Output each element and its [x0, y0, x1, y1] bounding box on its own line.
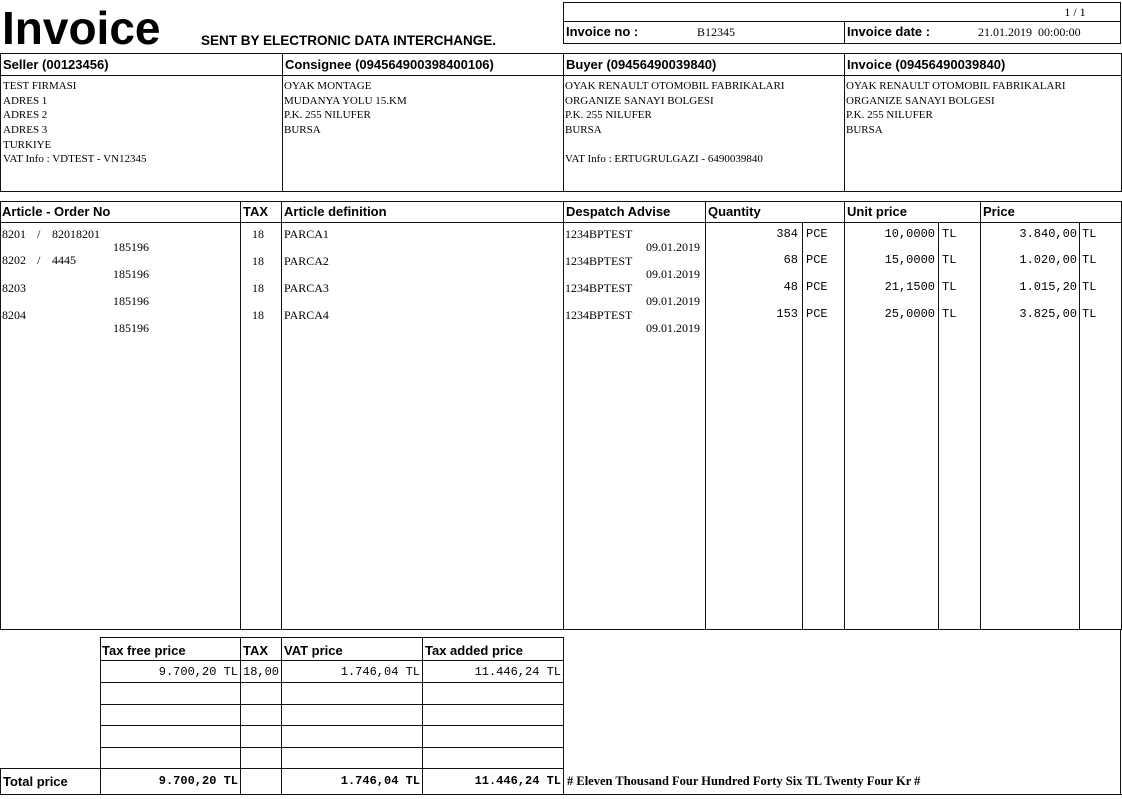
article-code: 8204 — [2, 308, 26, 322]
invoice-party-address — [846, 79, 1066, 138]
total-tax-free: 9.700,20 TL — [158, 774, 238, 788]
table-row — [0, 253, 1122, 279]
summary-right-border — [1120, 629, 1121, 795]
quantity-unit: PCE — [806, 253, 828, 267]
summary-header-tax: TAX — [243, 643, 269, 658]
summary-header-vat: VAT price — [284, 643, 343, 658]
despatch-date: 09.01.2019 — [646, 294, 700, 308]
unit-price: 25,0000 — [884, 307, 935, 321]
col-header-unit-price: Unit price — [847, 204, 907, 219]
total-price-label: Total price — [3, 774, 68, 789]
col-header-article: Article - Order No — [2, 204, 111, 219]
buyer-address — [565, 79, 785, 167]
table-row — [0, 281, 1122, 307]
address-line: P.K. 255 NILUFER — [846, 109, 933, 122]
tax-rate: 18 — [252, 281, 264, 295]
article-code: 8202 — [2, 253, 26, 267]
col-header-definition: Article definition — [284, 204, 387, 219]
quantity: 384 — [776, 227, 798, 241]
despatch-date: 09.01.2019 — [646, 267, 700, 281]
despatch-date: 09.01.2019 — [646, 321, 700, 335]
page-number: 1 / 1 — [1064, 5, 1086, 19]
summary-row-divider — [100, 747, 564, 748]
address-line: VAT Info : VDTEST - VN12345 — [3, 153, 147, 166]
quantity: 68 — [783, 253, 798, 267]
article-definition: PARCA2 — [284, 254, 329, 268]
summary-row-divider — [100, 660, 564, 661]
despatch-advise: 1234BPTEST — [565, 308, 633, 322]
quantity-unit: PCE — [806, 227, 828, 241]
article-code: 8201 — [2, 227, 26, 241]
order-no: 82018201 — [52, 227, 100, 241]
page-number-box — [563, 2, 1121, 22]
address-line: BURSA — [846, 124, 883, 137]
summary-tax-value: 18,00 — [243, 665, 280, 679]
address-line: OYAK RENAULT OTOMOBIL FABRIKALARI — [846, 80, 1066, 92]
summary-row-divider — [100, 682, 564, 683]
invoice-no-label: Invoice no : — [566, 24, 639, 39]
address-line: BURSA — [565, 124, 602, 137]
price: 1.020,00 — [1019, 253, 1077, 267]
quantity-unit: PCE — [806, 280, 828, 294]
amount-in-words: # Eleven Thousand Four Hundred Forty Six TL Twenty Four Kr # — [567, 774, 921, 788]
price-currency: TL — [1082, 253, 1097, 267]
order-no: 4445 — [52, 253, 76, 267]
table-row — [0, 308, 1122, 334]
address-line: ADRES 3 — [3, 124, 48, 137]
table-row — [0, 227, 1122, 253]
tax-rate: 18 — [252, 254, 264, 268]
parties-divider-2 — [563, 53, 564, 192]
unit-price-currency: TL — [942, 227, 957, 241]
seller-heading: Seller (00123456) — [3, 57, 109, 72]
seller-address — [3, 79, 147, 167]
despatch-date: 09.01.2019 — [646, 240, 700, 254]
price: 1.015,20 — [1019, 280, 1077, 294]
summary-header-tax-added: Tax added price — [425, 643, 524, 658]
despatch-advise: 1234BPTEST — [565, 227, 633, 241]
price-currency: TL — [1082, 280, 1097, 294]
article-separator: / — [37, 227, 41, 241]
address-line: TURKIYE — [3, 138, 52, 151]
unit-price: 10,0000 — [884, 227, 935, 241]
consignee-address — [284, 79, 407, 138]
address-line: BURSA — [284, 124, 321, 137]
total-tax-added: 11.446,24 TL — [474, 774, 561, 788]
unit-price-currency: TL — [942, 280, 957, 294]
summary-left-border — [0, 768, 1, 795]
despatch-advise: 1234BPTEST — [565, 281, 633, 295]
edi-subtitle: SENT BY ELECTRONIC DATA INTERCHANGE. — [201, 33, 497, 48]
tax-rate: 18 — [252, 227, 264, 241]
unit-price: 21,1500 — [884, 280, 935, 294]
parties-divider-3 — [844, 53, 845, 192]
summary-tax-added-value: 11.446,24 TL — [474, 665, 561, 679]
address-line: ADRES 2 — [3, 109, 48, 122]
summary-row-divider — [100, 704, 564, 705]
article-definition: PARCA4 — [284, 308, 329, 322]
price-currency: TL — [1082, 227, 1097, 241]
unit-price-currency: TL — [942, 307, 957, 321]
address-line: P.K. 255 NILUFER — [284, 109, 371, 122]
quantity-unit: PCE — [806, 307, 828, 321]
address-line: VAT Info : ERTUGRULGAZI - 6490039840 — [565, 153, 763, 166]
quantity: 153 — [776, 307, 798, 321]
address-line: OYAK RENAULT OTOMOBIL FABRIKALARI — [565, 80, 785, 92]
invoice-no-value: B12345 — [697, 25, 736, 39]
quantity: 48 — [783, 280, 798, 294]
summary-vat-value: 1.746,04 TL — [340, 665, 420, 679]
tax-rate: 18 — [252, 308, 264, 322]
parties-header-divider — [0, 75, 1122, 76]
summary-tax-free-value: 9.700,20 TL — [158, 665, 238, 679]
invoice-date-value: 21.01.2019 00:00:00 — [978, 25, 1081, 39]
bottom-border — [0, 794, 1122, 795]
summary-header-tax-free: Tax free price — [102, 643, 186, 658]
article-definition: PARCA3 — [284, 281, 329, 295]
despatch-advise: 1234BPTEST — [565, 254, 633, 268]
price: 3.825,00 — [1019, 307, 1077, 321]
consignee-heading: Consignee (09456490039840010​6) — [285, 57, 494, 72]
buyer-heading: Buyer (09456490039840) — [566, 57, 717, 72]
invoice-party-heading: Invoice (09456490039840) — [847, 57, 1006, 72]
article-code: 8203 — [2, 281, 26, 295]
address-line: MUDANYA YOLU 15.KM — [284, 94, 407, 107]
col-header-despatch: Despatch Advise — [566, 204, 671, 219]
items-header-divider — [0, 222, 1122, 223]
parties-divider-1 — [282, 53, 283, 192]
invoice-date-label: Invoice date : — [847, 24, 931, 39]
col-header-price: Price — [983, 204, 1015, 219]
col-header-quantity: Quantity — [708, 204, 761, 219]
address-line: OYAK MONTAGE — [284, 80, 372, 92]
total-row-divider — [0, 768, 564, 769]
address-line — [565, 138, 785, 153]
price: 3.840,00 — [1019, 227, 1077, 241]
col-header-tax: TAX — [243, 204, 269, 219]
price-currency: TL — [1082, 307, 1097, 321]
invoice-title: Invoice — [2, 2, 161, 54]
unit-price-currency: TL — [942, 253, 957, 267]
address-line: TEST FIRMASI — [3, 80, 77, 92]
article-separator: / — [37, 253, 41, 267]
address-line: ORGANIZE SANAYI BOLGESI — [846, 94, 995, 107]
order-sub: 185196 — [113, 321, 149, 335]
summary-row-divider — [100, 725, 564, 726]
address-line: P.K. 255 NILUFER — [565, 109, 652, 122]
order-sub: 185196 — [113, 240, 149, 254]
article-definition: PARCA1 — [284, 227, 329, 241]
order-sub: 185196 — [113, 294, 149, 308]
order-sub: 185196 — [113, 267, 149, 281]
unit-price: 15,0000 — [884, 253, 935, 267]
total-vat: 1.746,04 TL — [340, 774, 420, 788]
summary-top-border — [0, 629, 1122, 630]
address-line: ADRES 1 — [3, 94, 48, 107]
address-line: ORGANIZE SANAYI BOLGESI — [565, 94, 714, 107]
